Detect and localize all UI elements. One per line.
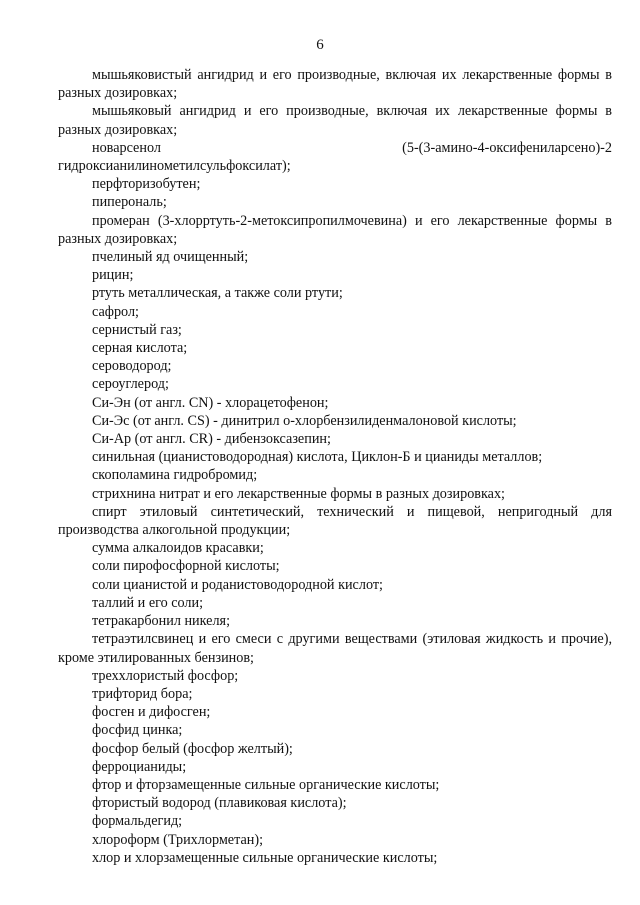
- list-item: Си-Эн (от англ. CN) - хлорацетофенон;: [92, 394, 329, 411]
- list-item: фосфор белый (фосфор желтый);: [92, 740, 293, 757]
- list-item: сероводород;: [92, 358, 172, 375]
- list-item: хлор и хлорзамещенные сильные органические кислоты;: [92, 849, 438, 866]
- list-item: стрихнина нитрат и его лекарственные формы в разных дозировках;: [92, 485, 505, 502]
- list-item: Си-Эс (от англ. CS) - динитрил о-хлорбензилиденмалоновой кислоты;: [92, 412, 517, 429]
- list-item: ферроцианиды;: [92, 758, 187, 775]
- novarsenol-name: новарсенол: [92, 139, 161, 156]
- list-item: ртуть металлическая, а также соли ртути;: [92, 285, 343, 302]
- list-item: сафрол;: [92, 303, 139, 320]
- list-item: соли пирофосфорной кислоты;: [92, 558, 280, 575]
- list-item: треххлористый фосфор;: [92, 667, 239, 684]
- list-item: мышьяковый ангидрид и его производные, включая их лекарственные формы в разных дозировках;: [58, 103, 612, 138]
- list-item: рицин;: [92, 267, 134, 284]
- list-item: фтор и фторзамещенные сильные органические кислоты;: [92, 776, 440, 793]
- list-item: синильная (цианистоводородная) кислота, Циклон-Б и цианиды металлов;: [92, 449, 543, 466]
- list-item: хлороформ (Трихлорметан);: [92, 831, 264, 848]
- list-item: Си-Ар (от англ. CR) - дибензоксазепин;: [92, 431, 331, 448]
- list-item: перфторизобутен;: [92, 176, 201, 193]
- list-item-novarsenol: [58, 139, 612, 175]
- document-body: [58, 66, 612, 867]
- list-item: таллий и его соли;: [92, 594, 204, 611]
- list-item: скополамина гидробромид;: [92, 467, 258, 484]
- list-item: тетраэтилсвинец и его смеси с другими веществами (этиловая жидкость и прочие), кроме этилированных бензинов;: [58, 631, 612, 666]
- list-item: мышьяковистый ангидрид и его производные, включая их лекарственные формы в разных дозировках;: [58, 67, 612, 102]
- list-item: фосген и дифосген;: [92, 704, 211, 721]
- list-item: серная кислота;: [92, 340, 188, 357]
- list-item: спирт этиловый синтетический, технический и пищевой, непригодный для производства алкогольной продукции;: [58, 503, 612, 539]
- list-item: трифторид бора;: [92, 685, 193, 702]
- list-item: сумма алкалоидов красавки;: [92, 540, 264, 557]
- list-item: сероуглерод;: [92, 376, 169, 393]
- list-item: фосфид цинка;: [92, 722, 183, 739]
- list-item: сернистый газ;: [92, 321, 182, 338]
- list-item: промеран (3-хлорртуть-2-метоксипропилмочевина) и его лекарственные формы в разных дозировках;: [58, 212, 612, 247]
- page-number: 6: [316, 37, 324, 53]
- list-item: тетракарбонил никеля;: [92, 613, 231, 630]
- list-item: пиперональ;: [92, 194, 167, 211]
- list-item: пчелиный яд очищенный;: [92, 249, 249, 266]
- list-item: фтористый водород (плавиковая кислота);: [92, 795, 347, 812]
- list-item: соли цианистой и роданистоводородной кислот;: [92, 576, 383, 593]
- list-item: формальдегид;: [92, 813, 183, 830]
- novarsenol-formula-start: (5-(3-амино-4-оксифениларсено)-2: [402, 139, 612, 156]
- novarsenol-formula-end: гидроксианилинометилсульфоксилат);: [58, 158, 291, 175]
